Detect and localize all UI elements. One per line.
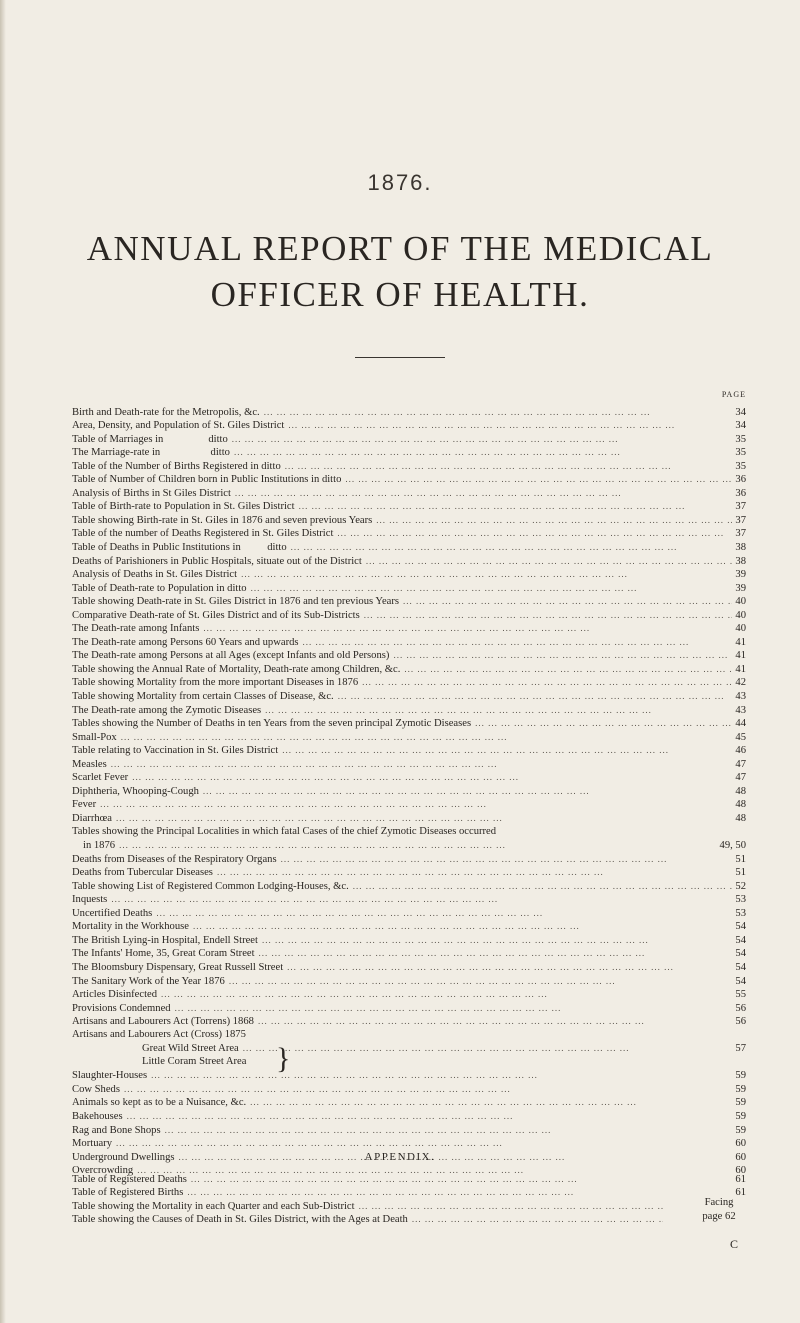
contents-entry [72,662,746,676]
entry-title: Deaths from Tubercular Diseases [72,867,213,879]
entry-page: 59 [735,1070,746,1082]
leader-dots [152,907,732,920]
contents-entry [72,906,746,920]
contents-entry [72,866,746,880]
entry-title: Table showing Mortality from certain Classes of Disease, &c. [72,691,334,703]
facing-line-1: Facing [704,1197,734,1208]
entry-title: Diphtheria, Whooping-Cough [72,785,199,797]
entry-title: Table of the Number of Births Registered in ditto [72,460,281,472]
cross-act-line-3 [72,1055,746,1069]
entry-page: 40 [735,623,746,635]
entry-title: Artisans and Labourers Act (Torrens) 1868 [72,1016,254,1028]
contents-entry [72,446,746,460]
leader-dots [341,473,732,486]
entry-page: 36 [735,474,746,486]
entry-page: 54 [735,975,746,987]
leader-dots [258,934,732,947]
report-title [0,226,800,318]
entry-page: 43 [735,704,746,716]
entry-page: 61 [735,1187,746,1199]
entry-title: Table of Registered Births [72,1187,184,1199]
contents-section-2 [72,852,746,1028]
entry-page: 48 [735,785,746,797]
entry-page: 59 [735,1097,746,1109]
leader-dots [362,555,732,568]
contents-entry [72,852,746,866]
contents-entry [72,635,746,649]
leader-dots [334,690,732,703]
entry-title: Uncertified Deaths [72,907,153,919]
contents-entry [72,1109,746,1123]
entry-title: Table of the number of Deaths Registered in St. Giles District [72,528,334,540]
leader-dots [96,798,732,811]
leader-dots [199,785,732,798]
entry-title: The Death-rate among the Zymotic Diseases [72,704,262,716]
entry-page: 48 [735,799,746,811]
leader-dots [349,880,732,893]
contents-entry [72,893,746,907]
contents-entry [72,649,746,663]
entry-page: 45 [735,731,746,743]
entry-page: 41 [735,636,746,648]
leader-dots [199,622,732,635]
contents-entry [72,974,746,988]
localities-line-2-text: in 1876 [83,840,116,852]
entry-page: 54 [735,948,746,960]
contents-entry [72,1015,746,1029]
contents-entry [72,784,746,798]
entry-title: Deaths of Parishioners in Public Hospitals, situate out of the District [72,555,362,567]
contents-entry [72,1096,746,1110]
leader-dots [360,609,732,622]
title-line-2: OFFICER OF HEALTH. [210,275,590,314]
cross-act-line-3-text: Little Coram Street Area [142,1056,247,1068]
contents-entry [72,486,746,500]
entry-title: The Bloomsbury Dispensary, Great Russell Street [72,961,284,973]
entry-title: The Marriage-rate in ditto [72,447,230,459]
entry-page: 56 [735,1002,746,1014]
contents-entry [72,1199,677,1213]
leader-dots [157,988,732,1001]
page-edge-shadow [0,0,6,1323]
entry-title: Table of Marriages in ditto [72,433,228,445]
leader-dots [115,839,719,852]
leader-dots [284,419,732,432]
contents-entry [72,933,746,947]
contents-entry [72,1082,746,1096]
entry-page: 54 [735,921,746,933]
entry-title: Articles Disinfected [72,989,158,1001]
contents-entry [72,554,746,568]
facing-note [684,1196,754,1223]
entry-page: 38 [735,542,746,554]
leader-dots [128,771,732,784]
contents-entry [72,581,746,595]
leader-dots [255,947,732,960]
leader-dots [187,1173,732,1186]
entry-title: Analysis of Births in St Giles District [72,487,231,499]
localities-entry [72,825,746,852]
entry-page: 54 [735,961,746,973]
leader-dots [299,636,732,649]
leader-dots [171,1002,732,1015]
leader-dots [408,1213,663,1226]
leader-dots [107,893,732,906]
leader-dots [230,446,732,459]
entry-page: 56 [735,1016,746,1028]
entry-page: 43 [735,691,746,703]
entry-page: 53 [735,907,746,919]
leader-dots [471,717,732,730]
entry-page: 37 [735,528,746,540]
entry-page: 59 [735,1124,746,1136]
leader-dots [333,527,732,540]
entry-page: 52 [735,880,746,892]
entry-title: Table of Registered Deaths [72,1173,187,1185]
leader-dots [123,1110,732,1123]
entry-page: 37 [735,501,746,513]
leader-dots [228,433,732,446]
entry-title: The Infants' Home, 35, Great Coram Street [72,948,255,960]
contents-entry [72,540,746,554]
leader-dots [260,406,732,419]
leader-dots [225,975,732,988]
contents-entry [72,473,746,487]
leader-dots [400,663,732,676]
entry-page: 40 [735,609,746,621]
entry-title: Bakehouses [72,1110,123,1122]
entry-page: 46 [735,745,746,757]
entry-title: Table showing the Causes of Death in St. Giles District, with the Ages at Death [72,1214,408,1226]
contents-entry [72,419,746,433]
page-column-label: PAGE [721,390,746,399]
entry-title: Mortuary [72,1138,113,1150]
contents-entry [72,527,746,541]
entry-page: 42 [735,677,746,689]
entry-title: Table of Birth-rate to Population in St. Giles District [72,501,295,513]
cross-act-line-2-text: Great Wild Street Area [142,1043,239,1055]
contents-entry [72,1123,746,1137]
entry-title: Diarrhœa [72,812,113,824]
entry-page: 35 [735,460,746,472]
contents-entry [72,676,746,690]
entry-page: 54 [735,934,746,946]
entry-title: Rag and Bone Shops [72,1124,161,1136]
entry-title: Tables showing the Number of Deaths in ten Years from the seven principal Zymotic Diseases [72,718,472,730]
entry-page: 40 [735,596,746,608]
cross-act-page: 57 [735,1043,746,1055]
entry-title: Table of Death-rate to Population in ditto [72,582,247,594]
contents-entry [72,568,746,582]
contents-entry [72,608,746,622]
cross-act-brace: } [276,1042,291,1076]
facing-line-2: page 62 [702,1210,736,1222]
contents-entry [72,500,746,514]
appendix-heading: APPENDIX. [364,1151,436,1163]
contents-entry [72,622,746,636]
leader-dots [261,704,732,717]
localities-line-1: Tables showing the Principal Localities in which fatal Cases of the chief Zymotic Diseases occurred [72,825,497,837]
leader-dots [399,595,732,608]
leader-dots [237,568,732,581]
entry-title: The Death-rate among Persons 60 Years and upwards [72,636,299,648]
contents-entry [72,798,746,812]
entry-title: Analysis of Deaths in St. Giles District [72,569,238,581]
leader-dots [389,649,732,662]
contents-entry [72,771,746,785]
contents-entry [72,595,746,609]
contents-entry [72,947,746,961]
title-divider [355,357,445,358]
entry-page: 44 [735,718,746,730]
report-year: 1876. [367,170,433,195]
entry-page: 47 [735,758,746,770]
contents-entry [72,1186,746,1200]
entry-title: Table showing the Annual Rate of Mortality, Death-rate among Children, &c. [72,663,401,675]
entry-title: Overcrowding [72,1165,134,1177]
leader-dots [246,1096,732,1109]
entry-title: Table showing Mortality from the more important Diseases in 1876 [72,677,359,689]
leader-dots [278,744,732,757]
contents-entry [72,405,746,419]
leader-dots [213,866,732,879]
contents-entry [72,432,746,446]
cross-act-line-2 [72,1042,746,1056]
entry-title: Underground Dwellings [72,1151,175,1163]
leader-dots [358,676,732,689]
entry-page: 47 [735,772,746,784]
leader-dots [120,1083,732,1096]
entry-title: Table showing List of Registered Common Lodging-Houses, &c. [72,880,349,892]
table-of-contents [72,405,746,1177]
contents-entry [72,717,746,731]
contents-entry [72,960,746,974]
contents-entry [72,1069,746,1083]
entry-page: 34 [735,420,746,432]
contents-entry [72,811,746,825]
leader-dots [372,514,732,527]
entry-page: 41 [735,650,746,662]
contents-entry [72,689,746,703]
contents-entry [72,730,746,744]
localities-line-2 [72,839,746,853]
leader-dots [189,920,732,933]
leader-dots [283,961,732,974]
leader-dots [254,1015,732,1028]
entry-page: 38 [735,555,746,567]
entry-title: Birth and Death-rate for the Metropolis, &c. [72,406,260,418]
entry-title: Table of Number of Children born in Public Institutions in ditto [72,474,342,486]
entry-title: Measles [72,758,107,770]
entry-page: 51 [735,867,746,879]
localities-page: 49, 50 [719,840,746,852]
entry-title: Table relating to Vaccination in St. Giles District [72,745,279,757]
entry-title: Table showing the Mortality in each Quarter and each Sub-District [72,1200,355,1212]
contents-entry [72,757,746,771]
contents-entry [72,1172,746,1186]
entry-page: 39 [735,569,746,581]
leader-dots [295,500,732,513]
entry-title: Comparative Death-rate of St. Giles District and of its Sub-Districts [72,609,360,621]
entry-title: Mortality in the Workhouse [72,921,189,933]
entry-page: 55 [735,989,746,1001]
leader-dots [112,1137,732,1150]
contents-entry [72,920,746,934]
leader-dots [161,1124,732,1137]
contents-entry [72,459,746,473]
entry-page: 35 [735,433,746,445]
entry-title: The Death-rate among Infants [72,623,200,635]
contents-entry [72,1137,746,1151]
entry-title: Inquests [72,894,108,906]
entry-title: Table of Deaths in Public Institutions in ditto [72,542,287,554]
entry-title: Animals so kept as to be a Nuisance, &c. [72,1097,247,1109]
entry-page: 60 [735,1151,746,1163]
leader-dots [231,487,732,500]
entry-title: Table showing Birth-rate in St. Giles in 1876 and seven previous Years [72,514,373,526]
leader-dots [281,460,732,473]
leader-dots [147,1069,732,1082]
entry-page: 60 [735,1138,746,1150]
leader-dots [117,731,732,744]
entry-title: Provisions Condemned [72,1002,171,1014]
entry-title: Scarlet Fever [72,772,129,784]
entry-title: The Sanitary Work of the Year 1876 [72,975,225,987]
entry-page: 36 [735,487,746,499]
signature-mark: C [730,1237,739,1251]
entry-title: Deaths from Diseases of the Respiratory Organs [72,853,277,865]
contents-entry [72,988,746,1002]
leader-dots [355,1200,663,1213]
entry-title: Fever [72,799,97,811]
entry-page: 59 [735,1110,746,1122]
entry-page: 41 [735,663,746,675]
leader-dots [239,1042,732,1055]
entry-page: 60 [735,1165,746,1177]
leader-dots [107,758,732,771]
entry-page: 34 [735,406,746,418]
entry-page: 35 [735,447,746,459]
entry-title: The British Lying-in Hospital, Endell Street [72,934,258,946]
contents-entry [72,1213,677,1227]
leader-dots [247,582,732,595]
leader-dots [277,853,732,866]
leader-dots [112,812,732,825]
entry-page: 53 [735,894,746,906]
entry-page: 39 [735,582,746,594]
contents-section-1 [72,405,746,825]
leader-dots [287,541,732,554]
contents-entry [72,744,746,758]
entry-page: 59 [735,1083,746,1095]
contents-entry [72,1001,746,1015]
cross-act-line-1: Artisans and Labourers Act (Cross) 1875 [72,1029,246,1041]
contents-entry [72,703,746,717]
entry-title: Area, Density, and Population of St. Giles District [72,420,285,432]
entry-page: 48 [735,812,746,824]
entry-title: Slaughter-Houses [72,1070,148,1082]
entry-title: The Death-rate among Persons at all Ages (except Infants and old Persons) [72,650,390,662]
entry-title: Table showing Death-rate in St. Giles District in 1876 and ten previous Years [72,596,400,608]
leader-dots [183,1186,732,1199]
appendix-contents [72,1172,746,1226]
contents-entry [72,513,746,527]
entry-page: 37 [735,514,746,526]
entry-page: 51 [735,853,746,865]
entry-title: Small-Pox [72,731,117,743]
entry-title: Cow Sheds [72,1083,120,1095]
entry-page: 61 [735,1173,746,1185]
contents-entry [72,879,746,893]
title-line-1: ANNUAL REPORT OF THE MEDICAL [86,229,714,268]
